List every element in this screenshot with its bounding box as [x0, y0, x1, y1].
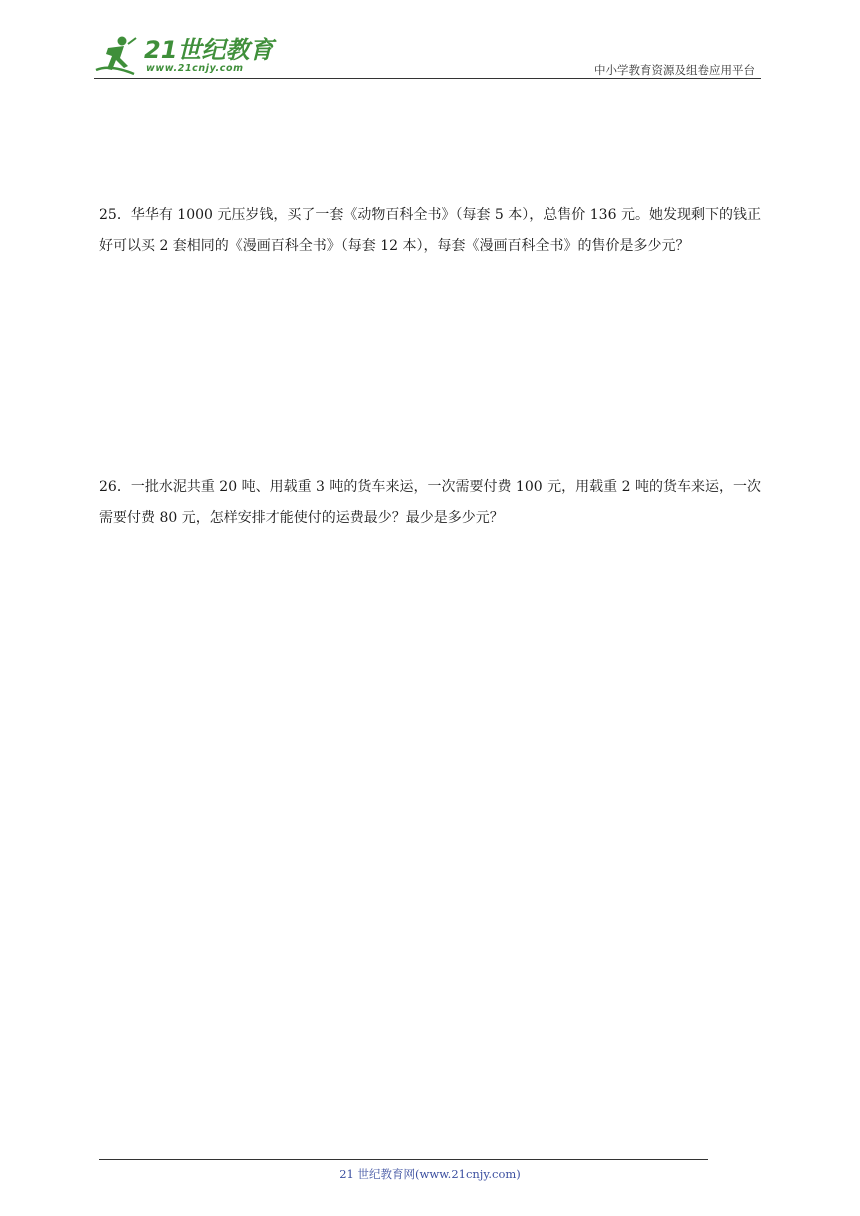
header-divider — [94, 78, 761, 79]
logo-url: www.21cnjy.com — [146, 63, 244, 74]
question-text: 一批水泥共重 20 吨、用载重 3 吨的货车来运，一次需要付费 100 元，用载重 2 吨的货车来运，一次需要付费 80 元，怎样安排才能使付的运费最少？最少是多少元？ — [99, 479, 761, 526]
footer-divider — [99, 1159, 708, 1160]
question-25 — [99, 200, 761, 262]
question-number: 26． — [99, 479, 131, 495]
footer-source: 21 世纪教育网(www.21cnjy.com) — [339, 1167, 521, 1181]
logo-title: 21世纪教育 — [144, 36, 274, 64]
site-logo — [94, 34, 274, 78]
question-26 — [99, 472, 761, 534]
platform-name: 中小学教育资源及组卷应用平台 — [594, 63, 755, 77]
question-text: 华华有 1000 元压岁钱，买了一套《动物百科全书》（每套 5 本），总售价 136 元。她发现剩下的钱正好可以买 2 套相同的《漫画百科全书》（每套 12 本），每套《漫画百科全书》的售价是多少元？ — [99, 207, 761, 254]
question-number: 25． — [99, 207, 131, 223]
runner-logo-icon — [94, 34, 138, 78]
